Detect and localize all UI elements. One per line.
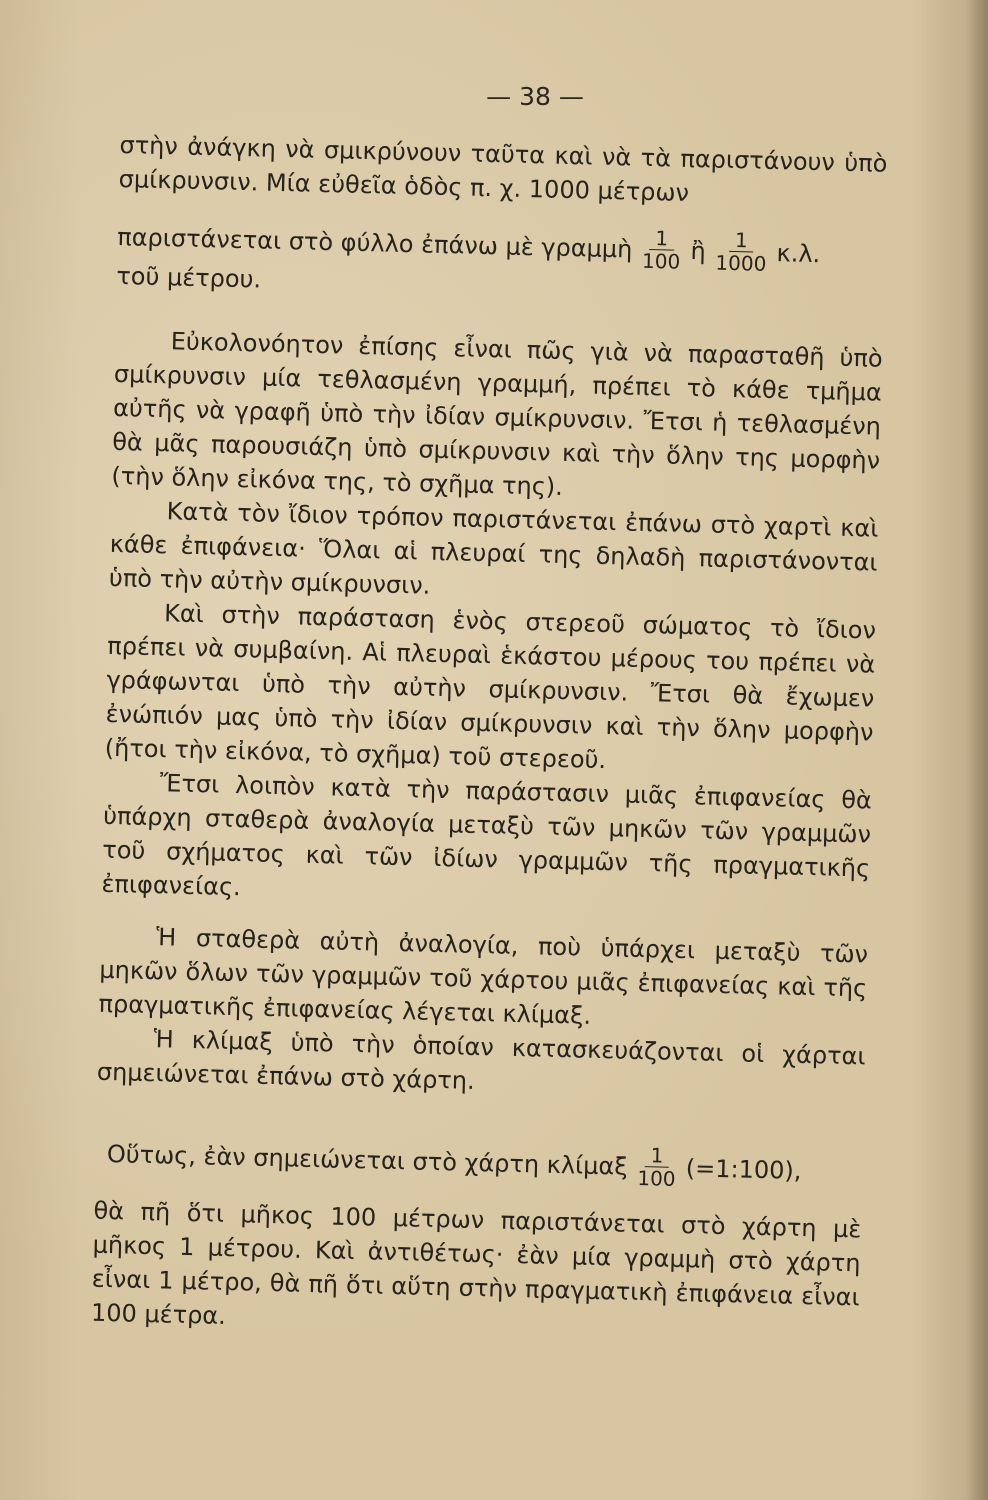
paragraph-5: Καὶ στὴν παράσταση ἑνὸς στερεοῦ σώματος τὸ ἴδιον πρέπει νὰ συμβαίνη. Αἱ πλευραὶ ἑκάστου μέρους του πρέπει νὰ γράφωνται ὑπὸ τὴν αὐτὴν σμίκρυνσιν. Ἔτσι θὰ ἔχωμεν ἐνώπιόν μας ὑπὸ τὴν ἰδίαν σμίκρυνσιν καὶ τὴν ὅλην μορφὴν (ἤτοι τὴν εἰκόνα, τὸ σχῆμα) τοῦ στερεοῦ.	[104, 599, 877, 775]
page-number: — 38 —	[486, 82, 584, 111]
paragraph-2-tail: τοῦ μέτρου.	[116, 261, 262, 294]
paragraph-8: Ἡ κλίμαξ ὑπὸ τὴν ὁποίαν κατασκευάζονται οἱ χάρται σημειώνεται ἐπάνω στὸ χάρτη.	[96, 1025, 866, 1095]
or-word: ἢ	[690, 236, 707, 265]
paragraph-4: Κατὰ τὸν ἴδιον τρόπον παριστάνεται ἐπάνω στὸ χαρτὶ καὶ κάθε ἐπιφάνεια· Ὅλαι αἱ πλευραί της δηλαδὴ παριστάνονται ὑπὸ τὴν αὐτὴν σμίκρυνσιν.	[108, 497, 879, 600]
fraction-numerator: 1	[644, 1144, 669, 1168]
scale-ratio: (=1:100),	[685, 1153, 802, 1185]
paragraph-6: Ἔτσι λοιπὸν κατὰ τὴν παράστασιν μιᾶς ἐπιφανείας θὰ ὑπάρχη σταθερὰ ἀναλογία μεταξὺ τῶν μηκῶν τῶν γραμμῶν τοῦ σχήματος καὶ τῶν ἰδίων γραμμῶν τῆς πραγματικῆς ἐπιφανείας.	[101, 769, 873, 902]
fraction-denominator: 100	[637, 1165, 676, 1191]
fraction-denominator: 100	[641, 248, 681, 274]
fraction-one-thousandth	[709, 228, 773, 275]
paragraph-3: Εὐκολονόητον ἐπίσης εἶναι πῶς γιὰ νὰ παρασταθῆ ὑπὸ σμίκρυνσιν μία τεθλασμένη γραμμή, πρέπει τὸ κάθε τμῆμα αὐτῆς νὰ γραφῆ ὑπὸ τὴν ἰδίαν σμίκρυνσιν. Ἔτσι ἡ τεθλασμένη θὰ μᾶς παρουσιάζη ὑπὸ σμίκρυνσιν καὶ τὴν ὅλην της μορφὴν (τὴν ὅλην εἰκόνα της, τὸ σχῆμα της).	[111, 327, 883, 501]
paragraph-2-text: παριστάνεται στὸ φύλλο ἐπάνω μὲ γραμμὴ	[117, 222, 633, 264]
body-text	[91, 128, 888, 1348]
etc-abbreviation: κ.λ.	[776, 238, 821, 268]
fraction-numerator: 1	[729, 229, 754, 253]
paragraph-1: στὴν ἀνάγκη νὰ σμικρύνουν ταῦτα καὶ νὰ τὰ παριστάνουν ὑπὸ σμίκρυνσιν. Μία εὐθεῖα ὁδὸς π. χ. 1000 μέτρων	[118, 130, 888, 207]
paragraph-7: Ἡ σταθερὰ αὐτὴ ἀναλογία, ποὺ ὑπάρχει μεταξὺ τῶν μηκῶν ὅλων τῶν γραμμῶν τοῦ χάρτου μιᾶς ἐπιφανείας καὶ τῆς πραγματικῆς ἐπιφανείας λέγεται κλίμαξ.	[98, 923, 869, 1030]
fraction-numerator: 1	[649, 227, 674, 251]
scale-fraction	[631, 1144, 682, 1190]
fraction-one-hundredth	[636, 227, 687, 273]
paragraph-10: θὰ πῆ ὅτι μῆκος 100 μέτρων παριστάνεται στὸ χάρτη μὲ μῆκος 1 μέτρου. Καὶ ἀντιθέτως· ἐὰν μία γραμμὴ στὸ χάρτη εἶναι 1 μέτρο, θὰ πῆ ὅτι αὕτη στὴν πραγματικὴ ἐπιφάνεια εἶναι 100 μέτρα.	[90, 1196, 862, 1330]
page-edge-shadow	[966, 0, 988, 1500]
paragraph-9-text: Οὕτως, ἐὰν σημειώνεται στὸ χάρτη κλίμαξ	[106, 1139, 629, 1181]
fraction-denominator: 1000	[715, 250, 767, 276]
